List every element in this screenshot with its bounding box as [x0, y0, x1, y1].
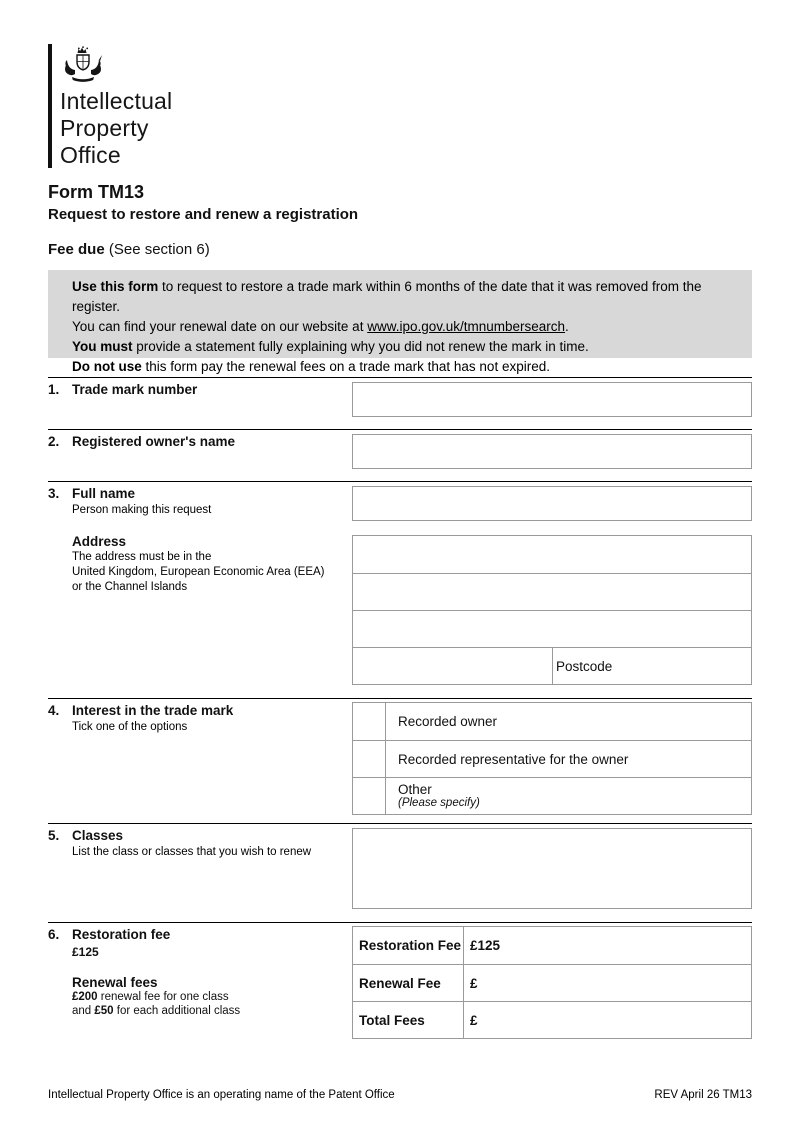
section-2-number: 2.: [48, 434, 60, 449]
section-5-subtext: List the class or classes that you wish to renew: [72, 846, 312, 858]
renewal-fees-title: Renewal fees: [72, 975, 158, 990]
section-2-registered-owner: [48, 429, 752, 481]
section-3-number: 3.: [48, 486, 60, 501]
restoration-fee-row: [353, 927, 751, 964]
notice-line-1-bold: Use this form: [72, 279, 159, 294]
logo-wordmark: [60, 88, 172, 169]
section-4-title: Interest in the trade mark: [72, 703, 234, 718]
section-1-number: 1.: [48, 382, 60, 397]
restoration-fee-row-value: £125: [470, 938, 501, 953]
notice-line-1-rest: to request to restore a trade mark within 6 months of the date that it was removed from the register.: [72, 279, 702, 314]
form-subtitle: Request to restore and renew a registration: [48, 206, 359, 223]
recorded-representative-label-wrap: [386, 741, 751, 777]
notice-line-4-rest: this form pay the renewal fees on a trade mark that has not expired.: [141, 359, 550, 374]
page-footer: [48, 1089, 752, 1101]
option-row-other: [353, 777, 751, 814]
address-postcode-row: [353, 647, 751, 684]
footer-right-text: REV April 26 TM13: [654, 1089, 752, 1101]
logo-line-2: Property: [60, 115, 149, 141]
section-3-left: [48, 486, 348, 517]
fee-due-line: [48, 241, 752, 259]
section-5-classes: [48, 823, 752, 922]
renewal-line-2-pre: and: [72, 1005, 95, 1017]
address-line-2-input[interactable]: [353, 573, 751, 610]
address-label-block: [72, 534, 362, 595]
notice-line-4-bold: Do not use: [72, 359, 142, 374]
logo-line-1: Intellectual: [60, 88, 173, 114]
total-fees-row: [353, 1001, 751, 1038]
restoration-fee-amount: £125: [72, 945, 99, 959]
recorded-owner-checkbox[interactable]: [353, 703, 386, 740]
fee-due-bold: Fee due: [48, 241, 105, 258]
section-2-left: [48, 434, 348, 450]
section-3-full-name-address: [48, 481, 752, 698]
section-4-number: 4.: [48, 703, 60, 718]
option-row-recorded-owner: [353, 703, 751, 740]
recorded-owner-label-wrap: [386, 703, 751, 740]
trade-mark-number-input[interactable]: [352, 382, 752, 417]
notice-line-3: [72, 337, 742, 357]
other-label: Other: [398, 782, 432, 797]
other-please-specify: (Please specify): [398, 797, 480, 809]
total-fees-row-value[interactable]: £: [470, 1012, 478, 1028]
section-1-trade-mark-number: [48, 377, 752, 429]
renewal-fee-row: [353, 964, 751, 1001]
royal-crest-icon: [60, 44, 106, 91]
section-3-subtext: Person making this request: [72, 504, 212, 516]
address-subtext-3: or the Channel Islands: [72, 581, 188, 593]
notice-line-3-bold: You must: [72, 339, 133, 354]
renewal-line-2-bold: £50: [94, 1005, 114, 1017]
section-4-interest: [48, 698, 752, 823]
interest-options-table: [352, 702, 752, 815]
postcode-label: Postcode: [556, 658, 613, 674]
address-subtext-1: The address must be in the: [72, 551, 212, 563]
other-label-wrap: [386, 778, 751, 814]
address-title: Address: [72, 534, 127, 549]
section-3-title: Full name: [72, 486, 136, 501]
section-4-left: [48, 703, 348, 734]
restoration-fee-row-label: Restoration Fee: [353, 927, 464, 964]
notice-line-2-pre: You can find your renewal date on our website at: [72, 319, 368, 334]
address-subtext-2: United Kingdom, European Economic Area (EEA): [72, 566, 325, 578]
recorded-representative-label: Recorded representative for the owner: [398, 751, 629, 767]
section-5-title: Classes: [72, 828, 124, 843]
recorded-representative-checkbox[interactable]: [353, 741, 386, 777]
renewal-line-1-rest: renewal fee for one class: [97, 991, 229, 1003]
renewal-fee-line-1: [72, 990, 352, 1004]
recorded-owner-label: Recorded owner: [398, 714, 498, 729]
section-6-fees: [48, 922, 752, 1040]
notice-line-3-rest: provide a statement fully explaining why you did not renew the mark in time.: [132, 339, 589, 354]
usage-notice-box: [48, 270, 752, 374]
classes-input[interactable]: [352, 828, 752, 909]
fees-table: [352, 926, 752, 1039]
option-row-recorded-representative: [353, 740, 751, 777]
address-input-group: [352, 535, 752, 685]
renewal-fee-line-2: [72, 1004, 352, 1018]
renewal-fee-row-label: Renewal Fee: [353, 965, 464, 1001]
fee-due-rest: (See section 6): [104, 241, 210, 258]
section-6-left: [72, 927, 352, 1018]
logo-vertical-bar: [48, 44, 52, 168]
address-line-3-input[interactable]: [353, 610, 751, 647]
footer-left-text: Intellectual Property Office is an operating name of the Patent Office: [48, 1089, 395, 1101]
other-checkbox[interactable]: [353, 778, 386, 814]
logo-line-3: Office: [60, 142, 121, 168]
section-4-subtext: Tick one of the options: [72, 721, 188, 733]
restoration-fee-title: Restoration fee: [72, 927, 171, 942]
postcode-input[interactable]: [553, 648, 751, 684]
section-6-number: 6.: [48, 927, 60, 942]
renewal-line-1-bold: £200: [72, 991, 98, 1003]
renewal-fee-row-value[interactable]: £: [470, 975, 478, 991]
address-line-1-input[interactable]: [353, 536, 751, 573]
renewal-line-2-rest: for each additional class: [113, 1005, 241, 1017]
section-2-title: Registered owner's name: [72, 434, 236, 449]
tmnumbersearch-link[interactable]: www.ipo.gov.uk/tmnumbersearch: [367, 319, 566, 334]
title-block: [48, 182, 752, 259]
section-5-left: [48, 828, 348, 859]
total-fees-row-label: Total Fees: [353, 1002, 464, 1038]
section-1-title: Trade mark number: [72, 382, 198, 397]
notice-line-2: [72, 317, 742, 337]
section-5-number: 5.: [48, 828, 60, 843]
registered-owner-name-input[interactable]: [352, 434, 752, 469]
notice-line-2-post: .: [565, 319, 569, 334]
address-line-4-input[interactable]: [353, 648, 553, 684]
form-title: Form TM13: [48, 182, 145, 202]
full-name-input[interactable]: [352, 486, 752, 521]
notice-line-1: [72, 277, 742, 317]
section-1-left: [48, 382, 348, 398]
notice-line-4: [72, 357, 742, 377]
